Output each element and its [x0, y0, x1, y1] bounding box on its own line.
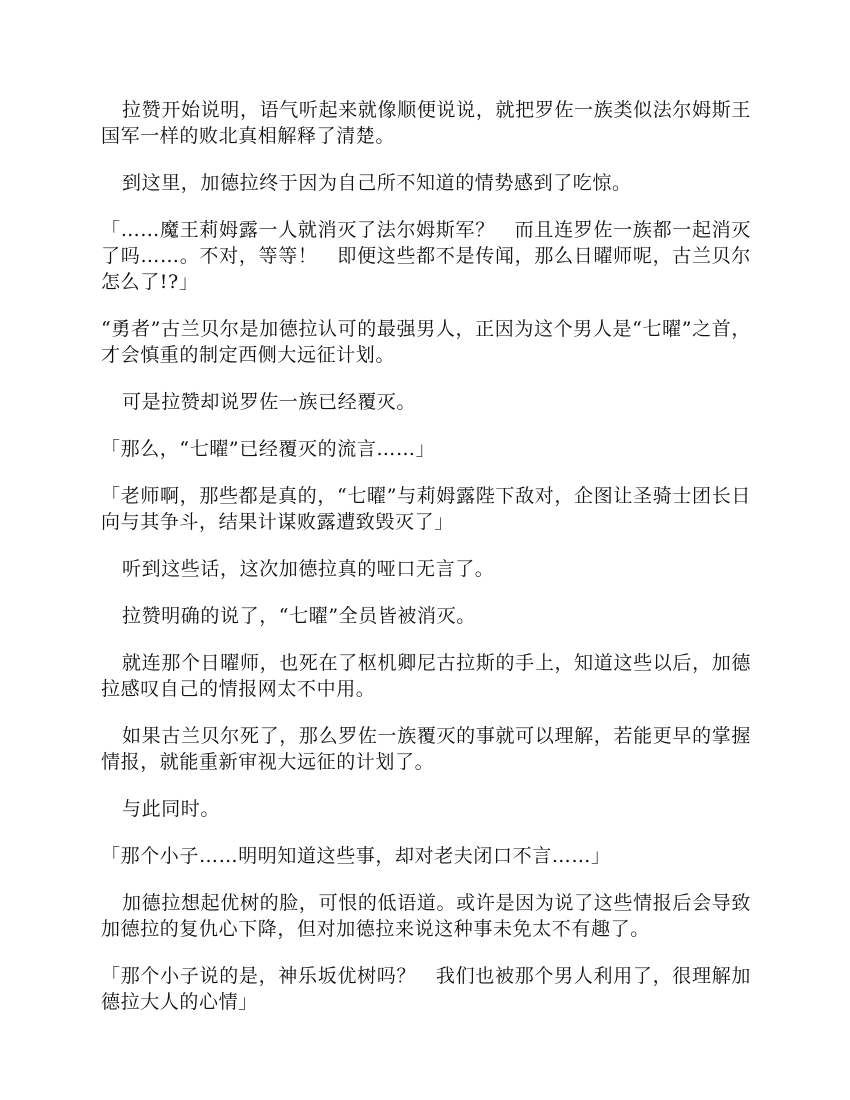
- paragraph: 与此同时。: [122, 798, 221, 820]
- paragraph: 「那个小子说的是，神乐坂优树吗？ 我们也被那个男人利用了，很理解加德拉大人的心情」: [101, 965, 751, 1013]
- paragraph: 到这里，加德拉终于因为自己所不知道的情势感到了吃惊。: [122, 172, 632, 194]
- paragraph: 拉赞明确的说了，“七曜”全员皆被消灭。: [122, 605, 476, 627]
- paragraph: 「那个小子……明明知道这些事，却对老夫闭口不言……」: [101, 845, 611, 867]
- paragraph: 可是拉赞却说罗佐一族已经覆灭。: [122, 391, 417, 413]
- paragraph: “勇者”古兰贝尔是加德拉认可的最强男人，正因为这个男人是“七曜”之首，才会慎重的制定西侧大远征计划。: [101, 318, 751, 366]
- paragraph: 听到这些话，这次加德拉真的哑口无言了。: [122, 558, 495, 580]
- paragraph: 就连那个日曜师，也死在了枢机卿尼古拉斯的手上，知道这些以后，加德拉感叹自己的情报网太不中用。: [101, 652, 751, 700]
- paragraph: 如果古兰贝尔死了，那么罗佐一族覆灭的事就可以理解，若能更早的掌握情报，就能重新审视大远征的计划了。: [101, 725, 751, 773]
- document-body: [101, 97, 751, 1036]
- paragraph: 「老师啊，那些都是真的，“七曜”与莉姆露陛下敌对，企图让圣骑士团长日向与其争斗，结果计谋败露遭致毁灭了」: [101, 485, 751, 533]
- paragraph: 拉赞开始说明，语气听起来就像顺便说说，就把罗佐一族类似法尔姆斯王国军一样的败北真相解释了清楚。: [101, 99, 751, 147]
- paragraph: 「……魔王莉姆露一人就消灭了法尔姆斯军？ 而且连罗佐一族都一起消灭了吗……。不对，等等！ 即便这些都不是传闻，那么日曜师呢，古兰贝尔怎么了!?」: [101, 219, 751, 293]
- paragraph: 加德拉想起优树的脸，可恨的低语道。或许是因为说了这些情报后会导致加德拉的复仇心下降，但对加德拉来说这种事未免太不有趣了。: [101, 892, 751, 940]
- paragraph: 「那么，“七曜”已经覆灭的流言……」: [101, 438, 436, 460]
